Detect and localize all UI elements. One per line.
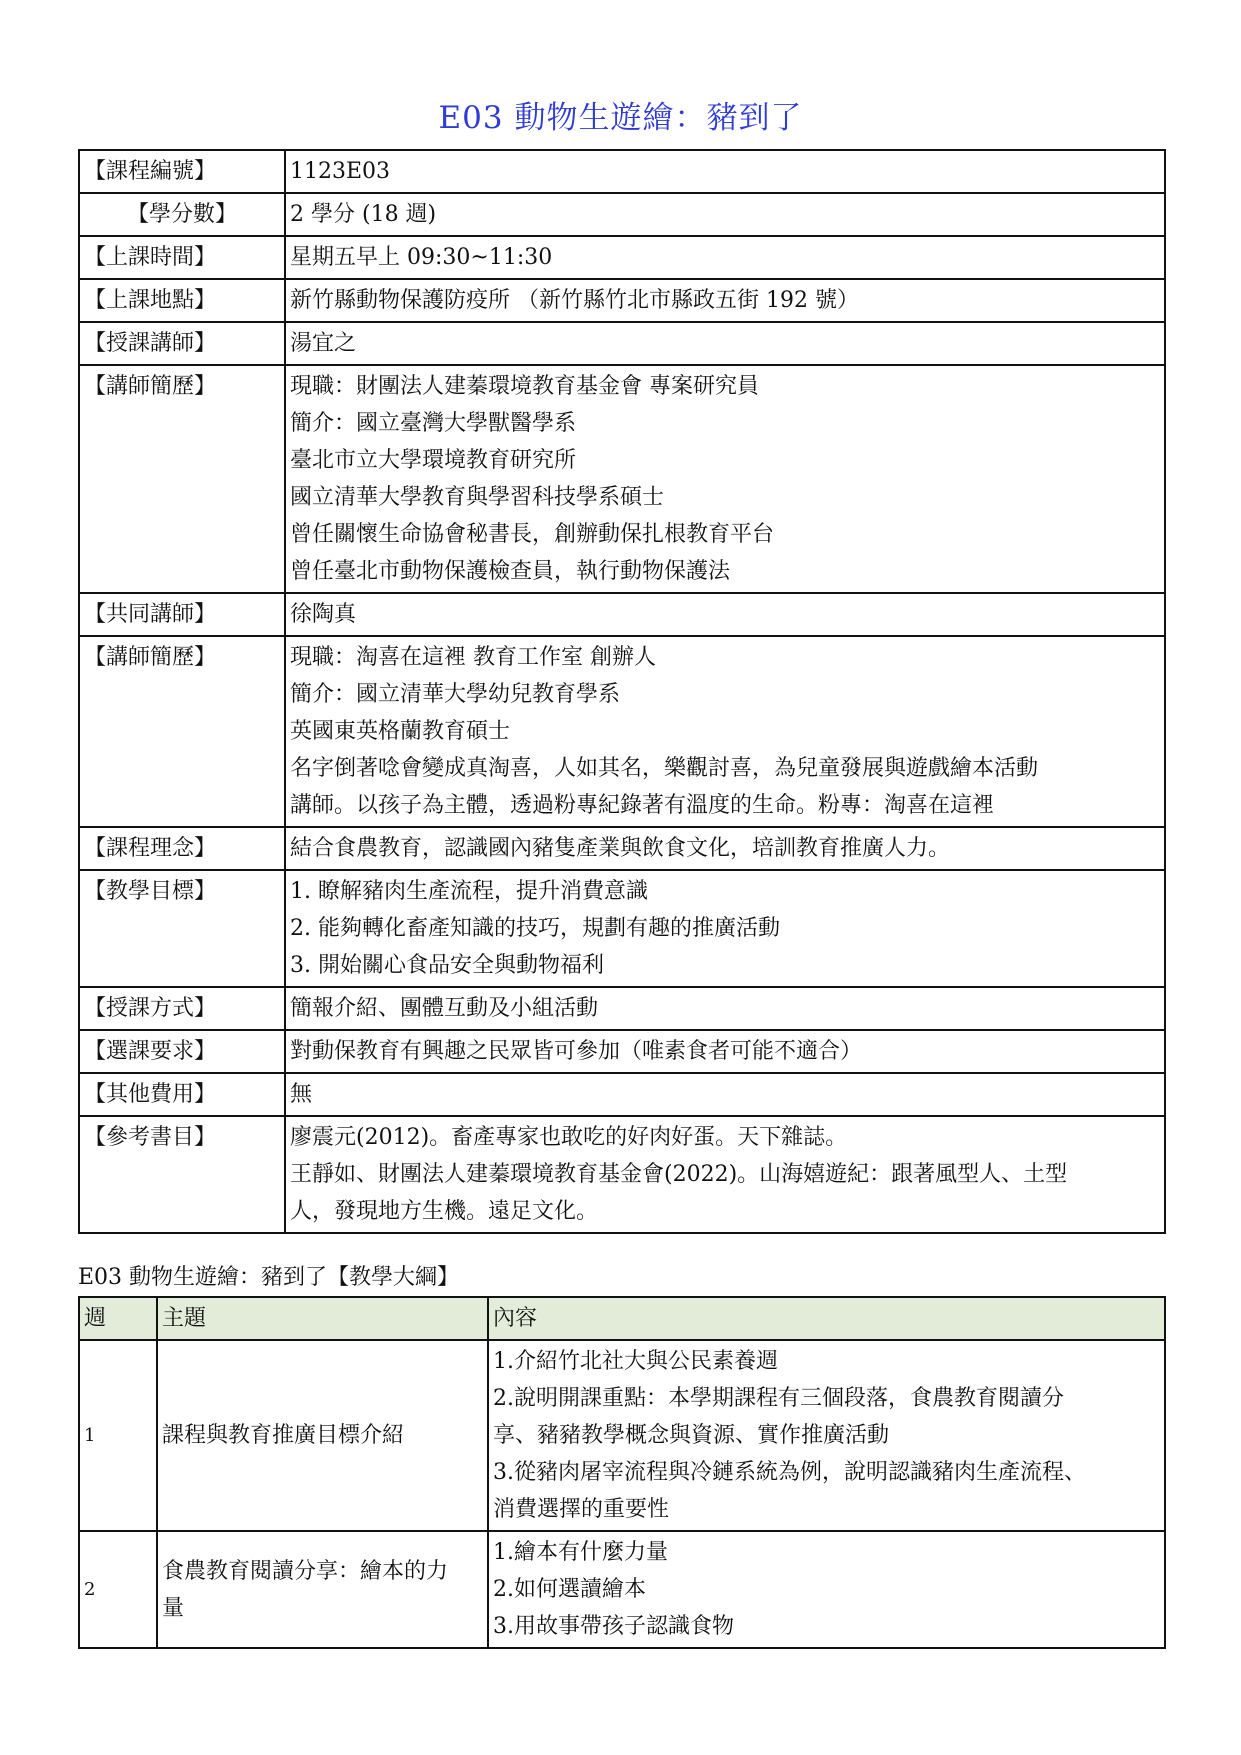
info-row [79,827,1165,870]
info-value-line: 曾任關懷生命協會秘書長，創辦動保扎根教育平台 [290,522,775,547]
info-row [79,1116,1165,1233]
info-value [285,827,1165,870]
info-row [79,193,1165,236]
info-value-line: 1123E03 [290,159,391,184]
info-value [285,1030,1165,1073]
header-content: 內容 [488,1297,1165,1340]
syllabus-title: E03 動物生遊繪：豬到了【教學大綱】 [78,1265,460,1290]
info-value-line: 英國東英格蘭教育碩士 [290,719,511,744]
info-value-line: 國立清華大學教育與學習科技學系碩士 [290,485,665,510]
info-value [285,636,1165,827]
info-value [285,1073,1165,1116]
document-title: E03 動物生遊繪：豬到了 [438,100,803,136]
syllabus-row [79,1340,1165,1531]
week-number: 2 [79,1531,157,1648]
info-label: 【上課地點】 [79,279,285,322]
info-label: 【共同講師】 [79,593,285,636]
content-line: 2.如何選讀繪本 [493,1577,646,1602]
info-value-line: 1. 瞭解豬肉生產流程，提升消費意識 [290,879,648,904]
header-topic: 主題 [157,1297,488,1340]
info-label: 【課程編號】 [79,150,285,193]
info-value [285,150,1165,193]
info-value [285,987,1165,1030]
info-value-line: 臺北市立大學環境教育研究所 [290,448,577,473]
info-value-line: 王靜如、財團法人建蓁環境教育基金會(2022)。山海嬉遊紀：跟著風型人、土型 [290,1162,1068,1187]
info-row [79,236,1165,279]
info-value-line: 無 [290,1082,313,1107]
info-value-line: 人，發現地方生機。遠足文化。 [290,1199,599,1224]
topic-line: 量 [162,1595,185,1621]
info-value-line: 新竹縣動物保護防疫所 （新竹縣竹北市縣政五街 192 號） [290,288,859,313]
info-value [285,365,1165,593]
topic-line: 課程與教育推廣目標介紹 [162,1423,405,1448]
week-content [488,1531,1165,1648]
info-row [79,1073,1165,1116]
info-value-line: 星期五早上 09:30~11:30 [290,245,553,270]
info-label: 【參考書目】 [79,1116,285,1233]
course-info-table [78,149,1166,1234]
content-line: 1.繪本有什麼力量 [493,1540,668,1565]
info-label: 【講師簡歷】 [79,636,285,827]
syllabus-row [79,1531,1165,1648]
info-label: 【課程理念】 [79,827,285,870]
content-line: 3.用故事帶孩子認識食物 [493,1614,734,1639]
info-value-line: 現職：財團法人建蓁環境教育基金會 專案研究員 [290,374,759,399]
info-label: 【授課方式】 [79,987,285,1030]
week-topic [157,1340,488,1531]
week-content [488,1340,1165,1531]
info-value-line: 3. 開始關心食品安全與動物福利 [290,953,604,978]
info-value-line: 結合食農教育，認識國內豬隻產業與飲食文化，培訓教育推廣人力。 [290,836,951,861]
info-value-line: 簡介：國立清華大學幼兒教育學系 [290,682,621,707]
info-value [285,1116,1165,1233]
info-row [79,322,1165,365]
info-value-line: 2 學分 (18 週) [290,202,437,227]
info-row [79,870,1165,987]
info-value-line: 對動保教育有興趣之民眾皆可參加（唯素食者可能不適合） [290,1039,863,1064]
info-value-line: 廖震元(2012)。畜產專家也敢吃的好肉好蛋。天下雜誌。 [290,1125,848,1150]
info-value [285,236,1165,279]
info-value [285,279,1165,322]
info-value-line: 講師。以孩子為主體，透過粉專紀錄著有溫度的生命。粉專：淘喜在這裡 [290,793,995,818]
info-value-line: 曾任臺北市動物保護檢查員，執行動物保護法 [290,559,731,584]
week-number: 1 [79,1340,157,1531]
info-label: 【選課要求】 [79,1030,285,1073]
content-line: 享、豬豬教學概念與資源、實作推廣活動 [493,1423,890,1448]
topic-line: 食農教育閱讀分享：繪本的力 [162,1558,449,1584]
info-label: 【授課講師】 [79,322,285,365]
syllabus-table [78,1296,1166,1649]
week-topic [157,1531,488,1648]
header-week: 週 [79,1297,157,1340]
info-value-line: 徐陶真 [290,602,357,627]
info-row [79,987,1165,1030]
content-line: 3.從豬肉屠宰流程與冷鏈系統為例，說明認識豬肉生產流程、 [493,1460,1086,1485]
info-value [285,322,1165,365]
content-line: 消費選擇的重要性 [493,1497,670,1522]
info-row [79,150,1165,193]
info-row [79,279,1165,322]
info-label: 【講師簡歷】 [79,365,285,593]
info-value-line: 名字倒著唸會變成真淘喜，人如其名，樂觀討喜，為兒童發展與遊戲繪本活動 [290,756,1039,781]
info-label: 【教學目標】 [79,870,285,987]
content-line: 1.介紹竹北社大與公民素養週 [493,1349,778,1374]
info-value-line: 現職：淘喜在這裡 教育工作室 創辦人 [290,645,656,670]
info-value-line: 湯宜之 [290,331,357,356]
info-row [79,593,1165,636]
info-value-line: 2. 能夠轉化畜產知識的技巧，規劃有趣的推廣活動 [290,916,780,941]
info-row [79,636,1165,827]
info-label: 【學分數】 [79,193,285,236]
info-value [285,593,1165,636]
info-value [285,870,1165,987]
info-label: 【上課時間】 [79,236,285,279]
info-row [79,365,1165,593]
info-value-line: 簡報介紹、團體互動及小組活動 [290,996,599,1021]
info-row [79,1030,1165,1073]
info-value-line: 簡介：國立臺灣大學獸醫學系 [290,411,577,436]
info-value [285,193,1165,236]
content-line: 2.說明開課重點：本學期課程有三個段落，食農教育閱讀分 [493,1386,1064,1411]
syllabus-header-row [79,1297,1165,1340]
info-label: 【其他費用】 [79,1073,285,1116]
